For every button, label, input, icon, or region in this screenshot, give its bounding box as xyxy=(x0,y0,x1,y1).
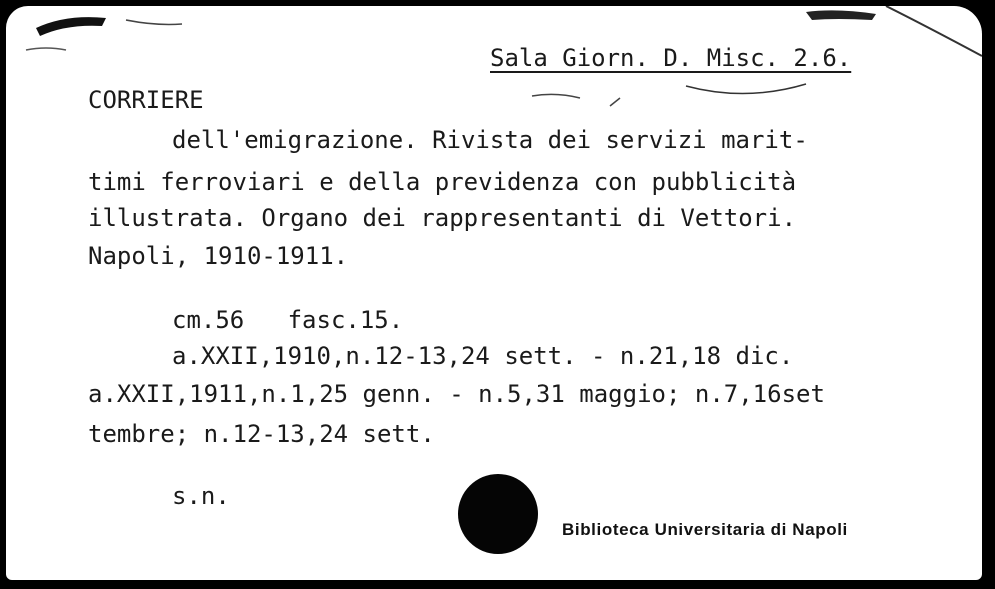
description-line: dell'emigrazione. Rivista dei servizi marit- xyxy=(172,126,808,154)
description-line: illustrata. Organo dei rappresentanti di Vettori. xyxy=(88,204,797,232)
catalog-card xyxy=(6,6,982,580)
holdings-line: a.XXII,1911,n.1,25 genn. - n.5,31 maggio; n.7,16set xyxy=(88,380,825,408)
holdings-line: a.XXII,1910,n.12-13,24 sett. - n.21,18 dic. xyxy=(172,342,794,370)
stamp-dot xyxy=(458,474,538,554)
shelfmark: Sala Giorn. D. Misc. 2.6. xyxy=(490,44,852,72)
format-line: cm.56 fasc.15. xyxy=(172,306,404,334)
note-line: s.n. xyxy=(172,482,230,510)
record-heading: CORRIERE xyxy=(88,86,204,114)
description-line: timi ferroviari e della previdenza con pubblicità xyxy=(88,168,797,196)
library-stamp: Biblioteca Universitaria di Napoli xyxy=(562,520,848,539)
imprint-line: Napoli, 1910-1911. xyxy=(88,242,349,270)
holdings-line: tembre; n.12-13,24 sett. xyxy=(88,420,435,448)
